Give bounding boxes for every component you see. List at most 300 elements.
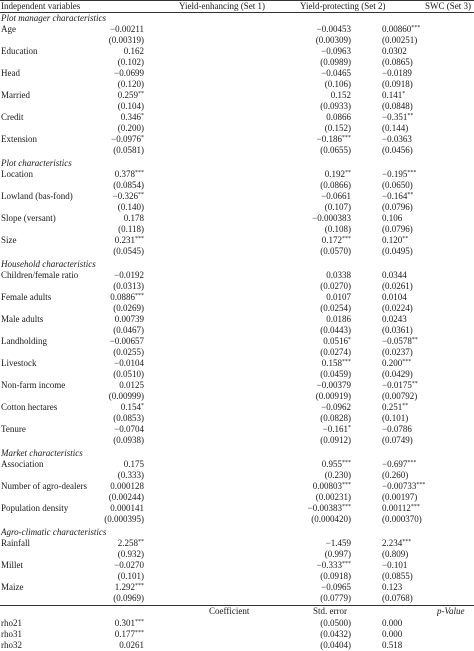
set1-se [113,180,144,191]
significance-stars: * [141,135,144,141]
set1-coef-value: 2.258 [117,538,138,548]
set3-coef-value: 2.234 [382,538,403,548]
set2-coef [326,270,351,281]
section-heading: Plot characteristics [1,158,72,168]
set2-coef-value: −0.186 [316,134,342,144]
set2-se [320,57,351,68]
set2-coef [317,560,351,571]
set3-coef-value: 0.00860 [382,24,412,34]
set3-coef-value: −0.00733 [382,481,417,491]
set1-coef [114,270,144,281]
rho-coefficient [115,629,144,640]
std-error-row [0,202,474,213]
set2-se-value: (0.152) [324,123,351,133]
set1-se [118,123,144,134]
set3-se-value: (0.0495) [382,246,413,256]
set2-se-value: (0.0274) [320,347,351,357]
set1-coef [110,24,144,35]
std-error-row [0,303,474,314]
std-error-row [0,549,474,560]
set3-coef-value: −0.164 [382,191,408,201]
set1-se [109,35,144,46]
set1-coef [110,292,144,303]
set2-coef-value: −0.0963 [321,46,351,56]
set1-coef-value: 0.378 [114,169,135,179]
footer-header-row [0,606,474,617]
section-heading-row [0,259,474,270]
set3-coef-value: −0.697 [382,459,408,469]
set2-coef [322,235,351,246]
set1-se-value: (0.102) [117,57,144,67]
set3-coef-value: 0.0243 [382,314,407,324]
section-heading-row [0,527,474,538]
set2-se-value: (0.0443) [320,325,351,335]
set1-se-value: (0.00999) [108,391,144,401]
set3-se [382,57,474,68]
significance-stars: ** [138,192,144,198]
set1-se [113,145,144,156]
significance-stars: * [348,425,351,431]
set2-se [320,281,351,292]
set1-se [104,514,144,525]
rho-std-error [320,618,351,629]
set1-coef-value: −0.0699 [114,68,144,78]
footer-coefficient-label-value: Coefficient [209,606,250,616]
set3-se-value: (0.0848) [382,101,413,111]
variable-label: Livestock [1,358,37,368]
set3-se-value: (0.0429) [382,369,413,379]
set1-se-value: (0.0467) [113,325,144,335]
set1-coef [113,191,144,202]
coefficient-row [0,459,474,470]
variable-label: Tenure [1,424,26,434]
coefficient-row [0,402,474,413]
significance-stars: *** [410,504,420,510]
std-error-row [0,325,474,336]
set3-coef [382,90,474,101]
set3-coef [382,481,474,492]
set1-coef-value: 0.0886 [110,292,135,302]
set1-se [113,281,144,292]
set3-coef [382,235,474,246]
set1-se [118,202,144,213]
variable-label: Non-farm income [1,380,66,390]
set1-se [109,492,144,503]
set3-se [382,35,474,46]
std-error-row [0,57,474,68]
std-error-row [0,593,474,604]
set3-coef [382,538,474,549]
set2-coef-value: −0.0962 [321,402,351,412]
set3-coef-value: −0.0578 [382,336,412,346]
set3-se [382,246,474,257]
set1-se-value: (0.0853) [113,413,144,423]
set2-coef-value: 0.0107 [326,292,351,302]
set3-coef [382,503,474,514]
variable-label: Number of agro-dealers [1,481,87,491]
set1-coef [115,582,144,593]
set1-coef-value: 0.154 [120,402,141,412]
set2-coef [323,336,351,347]
std-error-row [0,470,474,481]
set3-coef-value: 0.0344 [382,270,407,280]
set1-se-value: (0.104) [117,101,144,111]
coefficient-row [0,90,474,101]
set3-se [382,303,474,314]
rho-label: rho21 [1,618,22,628]
set3-coef [382,134,474,145]
set3-se-value: (0.809) [382,549,409,559]
rho-coefficient [115,618,144,629]
set3-se-value: (0.0749) [382,435,413,445]
coefficient-row [0,24,474,35]
set3-se [382,514,474,525]
set2-se [320,145,351,156]
set2-coef-value: 0.0866 [326,112,351,122]
section-heading: Household characteristics [1,259,96,269]
set1-coef-value: −0.0270 [114,560,144,570]
set2-se-value: (0.0459) [320,369,351,379]
variable-label: Association [1,459,44,469]
set2-se-value: (0.0866) [320,180,351,190]
set2-coef-value: 0.158 [321,358,342,368]
set2-se [320,369,351,380]
set3-coef-value: 0.251 [382,402,403,412]
set1-se-value: (0.0255) [113,347,144,357]
set2-se-value: (0.108) [324,224,351,234]
set3-se [382,549,474,560]
set3-coef [382,358,474,369]
set1-se-value: (0.00244) [108,492,144,502]
set2-coef-value: −0.000383 [312,213,351,223]
set3-coef [382,46,474,57]
header-set1-label: Yield-enhancing (Set 1) [179,1,265,11]
significance-stars: ** [402,403,409,409]
set3-coef [382,402,474,413]
rho-p-value-value: 0.000 [382,618,403,628]
set2-coef [325,169,351,180]
set1-coef [114,68,144,79]
set3-coef-value: 0.00112 [382,503,411,513]
set2-coef [308,503,351,514]
set2-coef-value: 0.152 [330,90,351,100]
set2-coef-value: 0.00803 [312,481,342,491]
set2-coef [321,402,351,413]
set1-se-value: (0.0545) [113,246,144,256]
set1-coef [124,459,144,470]
significance-stars: ** [138,91,144,97]
footer-std-error-label [313,606,347,617]
set3-se-value: (0.000370) [382,514,422,524]
rho-coefficient-value: 0.301 [114,618,135,628]
coefficient-row [0,314,474,325]
set1-coef [114,424,144,435]
set2-se-value: (0.0655) [320,145,351,155]
rho-std-error-value: (0.0404) [320,640,351,650]
set1-se-value: (0.0854) [113,180,144,190]
rho-std-error [320,629,351,640]
set3-coef-value: 0.106 [382,213,403,223]
set1-coef [110,481,144,492]
significance-stars: ** [138,539,144,545]
set2-se-value: (0.00919) [315,391,351,401]
significance-stars: *** [135,630,144,636]
set1-coef-value: −0.326 [112,191,138,201]
set1-coef [114,560,144,571]
set1-se-value: (0.333) [117,470,144,480]
set3-coef-value: −0.0189 [382,68,412,78]
set1-coef-value: −0.0976 [111,134,141,144]
coefficient-row [0,424,474,435]
coefficient-row [0,169,474,180]
significance-stars: *** [135,293,144,299]
rho-p-value-value: 0.518 [382,640,403,650]
header-set2-label: Yield-protecting (Set 2) [300,1,386,11]
set1-coef [110,336,144,347]
set3-coef-value: −0.195 [382,169,408,179]
significance-stars: *** [135,619,144,625]
set3-coef [382,314,474,325]
variable-label: Location [1,169,33,179]
set3-se [382,325,474,336]
set1-coef [115,314,144,325]
significance-stars: *** [135,583,144,589]
coefficient-row [0,112,474,123]
set3-se-value: (0.0650) [382,180,413,190]
set1-se [113,347,144,358]
set3-se-value: (0.144) [382,123,409,133]
set3-se [382,492,474,503]
coefficient-row [0,336,474,347]
significance-stars: *** [342,359,351,365]
set3-coef [382,24,474,35]
set1-se-value: (0.000395) [104,514,144,524]
section-heading: Plot manager characteristics [1,13,106,23]
coefficient-row [0,68,474,79]
set3-se-value: (0.260) [382,470,409,480]
set3-se-value: (0.00251) [382,35,418,45]
set3-se-value: (0.0918) [382,79,413,89]
significance-stars: *** [342,135,351,141]
set3-se [382,123,474,134]
set2-coef [321,582,351,593]
set3-se-value: (0.0456) [382,145,413,155]
set1-coef-value: −0.00211 [110,24,144,34]
set2-coef-value: 0.172 [321,235,342,245]
set3-se [382,281,474,292]
set2-coef [317,24,351,35]
set3-se-value: (0.0237) [382,347,413,357]
set1-coef [110,503,144,514]
set1-coef-value: 0.000141 [110,503,144,513]
set2-coef [322,459,351,470]
significance-stars: ** [407,113,414,119]
set3-coef-value: −0.101 [382,560,408,570]
set2-se-value: (0.0912) [320,435,351,445]
set2-coef-value: −0.00453 [316,24,351,34]
std-error-row [0,246,474,257]
std-error-row [0,281,474,292]
rho-label: rho31 [1,629,22,639]
set1-coef-value: 0.162 [123,46,144,56]
set3-coef-value: 0.123 [382,582,403,592]
significance-stars: *** [416,482,426,488]
set1-coef [121,402,144,413]
set2-coef-value: −0.00379 [316,380,351,390]
set3-se-value: (0.101) [382,413,409,423]
set2-se [320,246,351,257]
set3-coef-value: 0.120 [382,235,403,245]
set2-coef [326,292,351,303]
set3-se-value: (0.0796) [382,224,413,234]
set1-coef-value: −0.0704 [114,424,144,434]
set1-coef-value: 0.000128 [110,481,144,491]
set1-coef [114,358,144,369]
variable-label: Slope (versant) [1,213,56,223]
set3-se [382,369,474,380]
std-error-row [0,123,474,134]
coefficient-row [0,191,474,202]
set3-coef-value: 0.141 [382,90,403,100]
footer-p-value-label-value: p-Value [437,606,465,616]
std-error-row [0,413,474,424]
set1-se [118,57,144,68]
set1-se-value: (0.120) [117,79,144,89]
set3-se [382,470,474,481]
set1-coef [115,169,144,180]
significance-stars: * [348,337,351,343]
set1-se [118,79,144,90]
coefficient-row [0,582,474,593]
set1-coef-value: 0.231 [114,235,135,245]
set3-coef [382,112,474,123]
set3-coef [382,270,474,281]
set3-coef-value: −0.351 [382,112,408,122]
std-error-row [0,145,474,156]
rho-coefficient-value: 0.0261 [119,640,144,650]
set2-coef-value: −0.0965 [321,582,351,592]
set1-coef [118,90,144,101]
section-heading: Market characteristics [1,448,83,458]
rho-p-value [382,618,474,629]
set2-se-value: (0.0918) [320,571,351,581]
set2-se [325,470,351,481]
set2-se [320,593,351,604]
set2-coef [321,191,351,202]
set1-coef-value: −0.00657 [109,336,144,346]
set3-coef-value: −0.0363 [382,134,412,144]
set1-se [113,593,144,604]
set2-coef [312,213,351,224]
set1-se-value: (0.200) [117,123,144,133]
rho-label: rho32 [1,640,22,650]
variable-label: Head [1,68,20,78]
set2-se-value: (0.997) [324,549,351,559]
set3-se [382,593,474,604]
set2-coef [326,314,351,325]
set3-se-value: (0.0224) [382,303,413,313]
variable-label: Cotton hectares [1,402,58,412]
significance-stars: *** [402,539,412,545]
significance-stars: *** [407,460,417,466]
set2-se [316,492,351,503]
set1-coef [119,380,144,391]
set2-se-value: (0.230) [324,470,351,480]
rho-p-value-value: 0.000 [382,629,403,639]
significance-stars: ** [402,236,409,242]
set1-se-value: (0.0269) [113,303,144,313]
set1-se-value: (0.0313) [113,281,144,291]
set1-se [113,325,144,336]
set3-se [382,79,474,90]
significance-stars: *** [135,170,144,176]
set2-coef-value: −0.0465 [321,68,351,78]
set3-se [382,202,474,213]
rho-coefficient [119,640,144,651]
std-error-row [0,101,474,112]
set2-se-value: (0.0779) [320,593,351,603]
set2-se-value: (0.00231) [315,492,351,502]
set2-se-value: (0.0828) [320,413,351,423]
rho-p-value [382,640,474,651]
table-header-row [0,1,474,12]
set2-se [325,224,351,235]
set3-coef [382,292,474,303]
rho-row [0,629,474,640]
set3-coef [382,169,474,180]
set2-se-value: (0.0254) [320,303,351,313]
set2-se [320,303,351,314]
set2-coef-value: −0.161 [322,424,348,434]
set2-coef [326,538,351,549]
set2-coef-value: 0.192 [324,169,345,179]
set1-coef [124,46,144,57]
variable-label: Extension [1,134,37,144]
coefficient-row [0,134,474,145]
set1-coef-value: 0.346 [120,112,141,122]
section-heading: Agro-climatic characteristics [1,527,107,537]
coefficient-row [0,213,474,224]
set3-se-value: (0.0768) [382,593,413,603]
variable-label: Children/female ratio [1,270,79,280]
footer-std-error-label-value: Std. error [313,606,347,616]
significance-stars: *** [342,236,351,242]
set2-se [325,79,351,90]
set2-coef-value: −0.0661 [321,191,351,201]
std-error-row [0,180,474,191]
set3-coef [382,213,474,224]
set2-se [311,514,351,525]
set2-coef [321,46,351,57]
significance-stars: *** [342,482,351,488]
set3-coef-value: 0.200 [382,358,403,368]
set2-se [325,123,351,134]
set3-coef-value: −0.0786 [382,424,412,434]
section-heading-row [0,448,474,459]
set3-se-value: (0.0796) [382,202,413,212]
set1-se-value: (0.118) [118,224,144,234]
set2-se [316,35,351,46]
rho-row [0,618,474,629]
set3-se [382,224,474,235]
set3-coef-value: 0.0302 [382,46,407,56]
set2-coef-value: 0.0516 [323,336,348,346]
std-error-row [0,79,474,90]
coefficient-row [0,235,474,246]
set1-se-value: (0.00319) [108,35,144,45]
set1-coef-value: 1.292 [114,582,135,592]
set2-coef [321,68,351,79]
